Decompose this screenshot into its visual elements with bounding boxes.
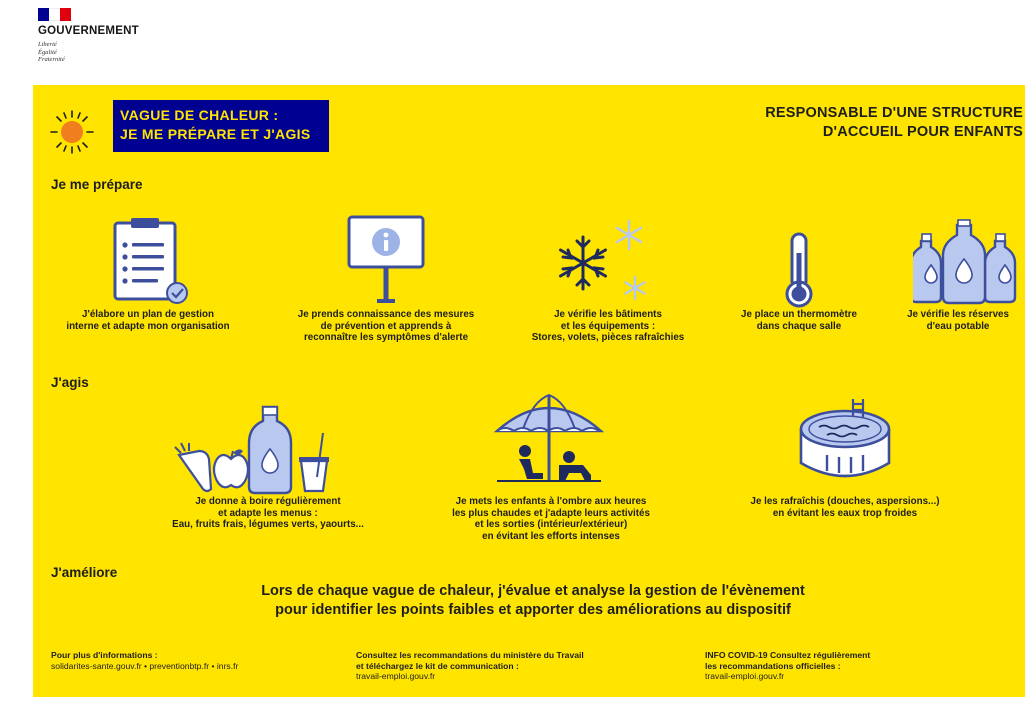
- caption-plan: J'élabore un plan de gestion interne et adapte mon organisation: [66, 309, 230, 332]
- info-sign-icon: [345, 213, 427, 305]
- audience-title: RESPONSABLE D'UNE STRUCTURE D'ACCUEIL POUR ENFANTS: [765, 105, 1023, 140]
- footer-covid: INFO COVID-19 Consultez régulièrement les recommandations officielles : travail-emploi.gouv.fr: [705, 650, 1005, 682]
- caption-buildings: Je vérifie les bâtiments et les équipements : Stores, volets, pièces rafraîchies: [531, 309, 685, 343]
- caption-water-reserves: Je vérifie les réserves d'eau potable: [907, 309, 1009, 332]
- parasol-children-icon: [493, 393, 605, 485]
- footer-covid-link[interactable]: travail-emploi.gouv.fr: [705, 671, 785, 681]
- improve-statement: Lors de chaque vague de chaleur, j'évalue et analyse la gestion de l'évènement pour identifier les points faibles et apporter des améliorations au dispositif: [261, 583, 805, 618]
- caption-thermometer: Je place un thermomètre dans chaque salle: [741, 309, 857, 332]
- government-logo: [38, 8, 158, 72]
- pool-icon: [797, 397, 893, 487]
- footer-more-info: Pour plus d'informations : solidarites-sante.gouv.fr • preventionbtp.fr • inrs.fr: [51, 650, 351, 671]
- poster-title: VAGUE DE CHALEUR : JE ME PRÉPARE ET J'AGIS: [113, 100, 329, 152]
- caption-prevention: Je prends connaissance des mesures de prévention et apprends à reconnaître les symptômes d'alerte: [297, 309, 475, 343]
- caption-refresh: Je les rafraîchis (douches, aspersions...) en évitant les eaux trop froides: [750, 496, 940, 519]
- caption-drink-menus: Je donne à boire régulièrement et adapte les menus : Eau, fruits frais, légumes verts, yaourts...: [172, 496, 364, 530]
- water-bottles-icon: [913, 219, 1021, 305]
- section-improve-title: J'améliore: [51, 565, 118, 580]
- snowflake-icon: [551, 217, 647, 307]
- sun-icon: [49, 109, 95, 155]
- food-drink-icon: [173, 403, 333, 495]
- heatwave-poster: [33, 85, 1025, 697]
- motto: Liberté Égalité Fraternité: [38, 41, 65, 63]
- footer-more-info-links[interactable]: solidarites-sante.gouv.fr • preventionbtp.fr • inrs.fr: [51, 660, 239, 671]
- footer-ministry: Consultez les recommandations du ministère du Travail et téléchargez le kit de communication : travail-emploi.gouv.fr: [356, 650, 676, 682]
- french-flag-icon: [38, 8, 71, 21]
- section-act-title: J'agis: [51, 375, 89, 390]
- thermometer-icon: [781, 231, 817, 309]
- caption-shade: Je mets les enfants à l'ombre aux heures les plus chaudes et j'adapte leurs activités et les sorties (intérieur/extérieur) en évitant les efforts intenses: [452, 496, 650, 542]
- section-prepare-title: Je me prépare: [51, 177, 143, 192]
- footer-ministry-link[interactable]: travail-emploi.gouv.fr: [356, 671, 436, 681]
- clipboard-icon: [109, 215, 195, 307]
- org-name: GOUVERNEMENT: [38, 25, 139, 37]
